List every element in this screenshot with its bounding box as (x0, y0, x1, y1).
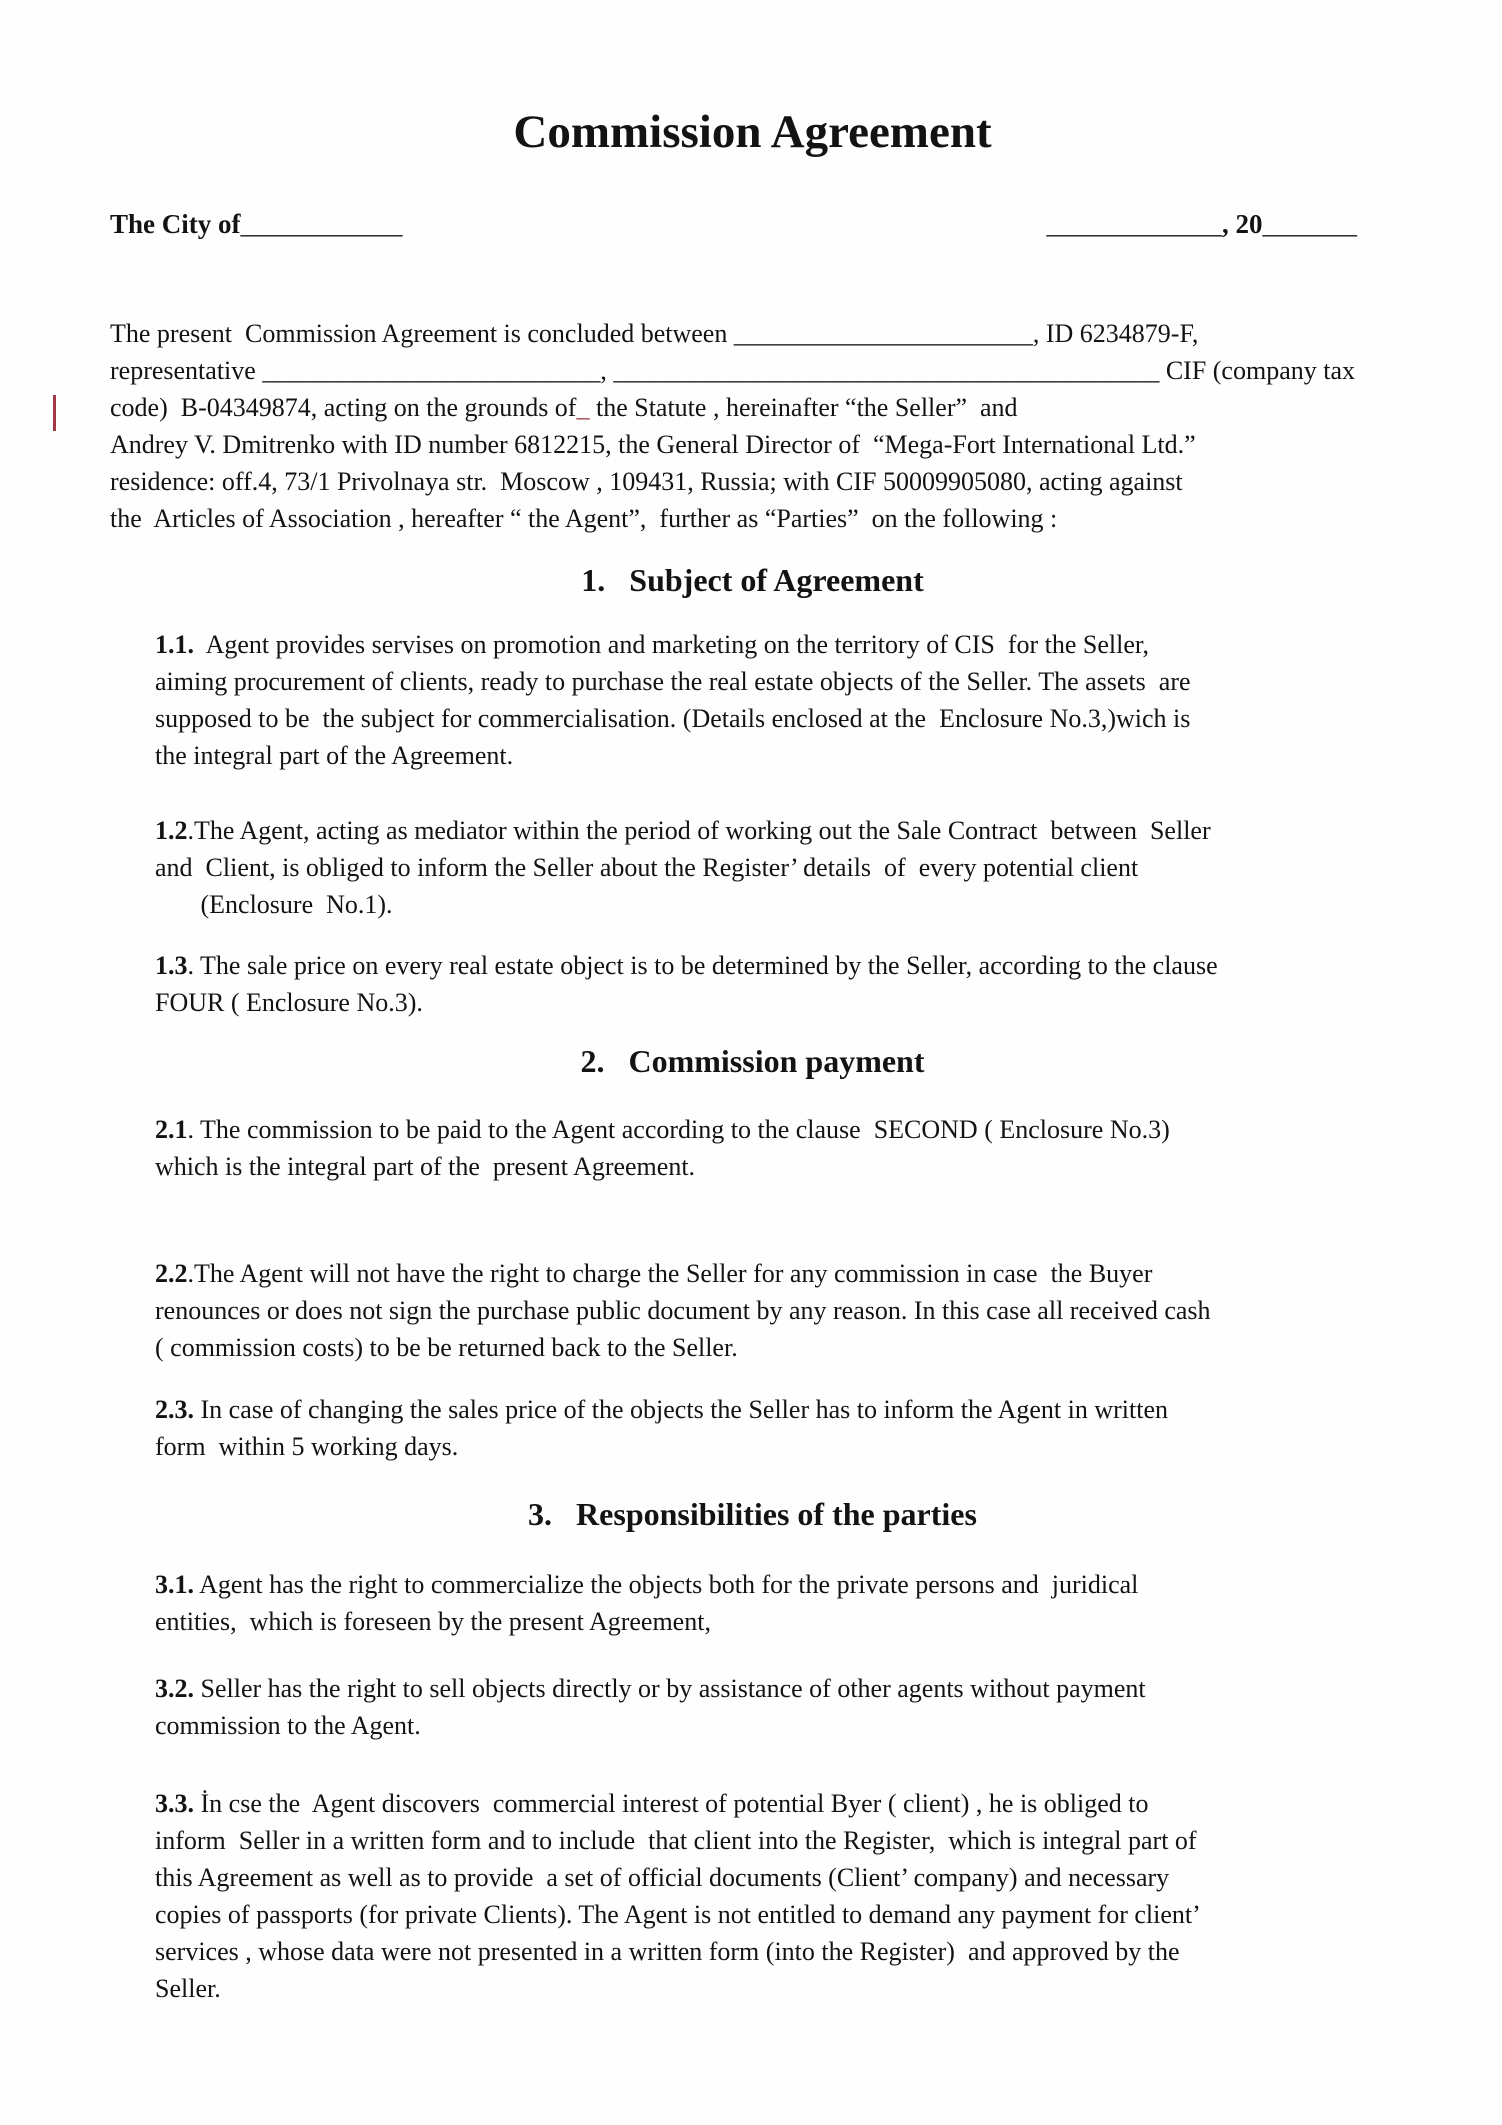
text-run: ( commission costs) to be be returned back to the Seller. (155, 1333, 738, 1362)
text-run: commission to the Agent. (155, 1711, 421, 1740)
section-3-heading (110, 1492, 1395, 1536)
text-line (155, 1970, 1395, 2007)
text-run: 3.1. (155, 1570, 194, 1599)
text-line (155, 1255, 1395, 1292)
clause-3-2 (155, 1670, 1395, 1744)
text-run: supposed to be the subject for commercialisation. (Details enclosed at the Enclosure No.3,)wich is (155, 704, 1191, 733)
clause-2-3 (155, 1391, 1395, 1465)
text-line (155, 1603, 1395, 1640)
text-run: __________________________ (262, 356, 601, 385)
text-run: 2.1 (155, 1115, 188, 1144)
text-line (110, 315, 1395, 352)
document-title: Commission Agreement (513, 106, 992, 158)
text-run: __________________________________________ (613, 356, 1160, 385)
text-line (155, 700, 1395, 737)
text-run: . The sale price on every real estate object is to be determined by the Seller, according to the clause (187, 951, 1218, 980)
text-run: CIF (company tax (1159, 356, 1355, 385)
text-run: residence: off.4, 73/1 Privolnaya str. Moscow , 109431, Russia; with CIF 50009905080, acting against (110, 467, 1183, 496)
text-line (110, 1492, 1395, 1536)
clause-1-2 (155, 812, 1395, 923)
clause-3-3 (155, 1785, 1395, 2007)
text-run: İn cse the Agent discovers commercial interest of potential Byer ( client) , he is obliged to (194, 1789, 1149, 1818)
text-line (155, 1707, 1395, 1744)
text-line (110, 352, 1395, 389)
clause-1-1 (155, 626, 1395, 774)
text-run: 1.1. (155, 630, 194, 659)
text-line (155, 812, 1395, 849)
text-run: entities, which is foreseen by the present Agreement, (155, 1607, 711, 1636)
clause-3-1 (155, 1566, 1395, 1640)
text-run: 3.2. (155, 1674, 194, 1703)
text-run: FOUR ( Enclosure No.3). (155, 988, 423, 1017)
text-line (155, 626, 1395, 663)
text-run: .The Agent will not have the right to charge the Seller for any commission in case the Buyer (187, 1259, 1153, 1288)
red-underscore-mark: _ (576, 393, 590, 422)
text-line (110, 463, 1395, 500)
text-line (155, 1428, 1395, 1465)
text-run: , 20 (1222, 209, 1263, 239)
clause-2-2 (155, 1255, 1395, 1366)
text-run: the integral part of the Agreement. (155, 741, 514, 770)
text-line (155, 886, 1395, 923)
text-run: Andrey V. Dmitrenko with ID number 6812215, the General Director of “Mega-Fort International Ltd.” (110, 430, 1196, 459)
text-run: Seller has the right to sell objects directly or by assistance of other agents without payment (194, 1674, 1146, 1703)
text-run: and Client, is obliged to inform the Seller about the Register’ details of every potential client (155, 853, 1139, 882)
text-run: which is the integral part of the present Agreement. (155, 1152, 696, 1181)
date-field (1047, 206, 1396, 243)
text-run: Agent has the right to commercialize the objects both for the private persons and juridical (194, 1570, 1139, 1599)
text-line (155, 1391, 1395, 1428)
text-line (110, 500, 1395, 537)
text-run: services , whose data were not presented in a written form (into the Register) and approved by the (155, 1937, 1180, 1966)
text-run: The City of (110, 209, 241, 239)
header-row (110, 206, 1395, 243)
text-run: 2.2 (155, 1259, 188, 1288)
text-run: In case of changing the sales price of the objects the Seller has to inform the Agent in written (194, 1395, 1168, 1424)
city-field (110, 206, 403, 243)
text-line (1047, 206, 1358, 243)
text-run: .The Agent, acting as mediator within the period of working out the Sale Contract between Seller (187, 816, 1211, 845)
clause-2-1 (155, 1111, 1395, 1185)
text-line (155, 1933, 1395, 1970)
text-line (155, 1148, 1395, 1185)
text-line (155, 1670, 1395, 1707)
text-line (155, 1111, 1395, 1148)
text-run: _______ (1262, 209, 1357, 239)
text-run: Agent provides servises on promotion and marketing on the territory of CIS for the Seller, (194, 630, 1149, 659)
text-line (155, 849, 1395, 886)
text-line (110, 558, 1395, 602)
text-run: The present Commission Agreement is concluded between (110, 319, 734, 348)
text-line (155, 1822, 1395, 1859)
revision-bar (53, 395, 56, 431)
text-run: the Articles of Association , hereafter “ the Agent”, further as “Parties” on the following : (110, 504, 1058, 533)
text-line (155, 1859, 1395, 1896)
text-run: ____________ (240, 209, 403, 239)
text-run: 1.3 (155, 951, 188, 980)
text-run: this Agreement as well as to provide a set of official documents (Client’ company) and necessary (155, 1863, 1170, 1892)
text-line (155, 984, 1395, 1021)
text-line (155, 1329, 1395, 1366)
text-run: 1. Subject of Agreement (581, 562, 924, 598)
text-run: aiming procurement of clients, ready to purchase the real estate objects of the Seller. The assets are (155, 667, 1191, 696)
text-line (110, 1039, 1395, 1083)
text-run: , ID 6234879-F, (1032, 319, 1199, 348)
text-run: 2.3. (155, 1395, 194, 1424)
section-2-heading (110, 1039, 1395, 1083)
text-run: copies of passports (for private Clients). The Agent is not entitled to demand any payment for client’ (155, 1900, 1201, 1929)
text-run: inform Seller in a written form and to include that client into the Register, which is integral part of (155, 1826, 1197, 1855)
document-content (110, 104, 1395, 2007)
text-line (155, 663, 1395, 700)
text-run: 3. Responsibilities of the parties (528, 1496, 977, 1532)
text-run: Seller. (155, 1974, 221, 2003)
text-run: _______________________ (733, 319, 1033, 348)
text-line (155, 737, 1395, 774)
text-run: form within 5 working days. (155, 1432, 459, 1461)
text-line (110, 426, 1395, 463)
text-run: the Statute , hereinafter “the Seller” and (589, 393, 1018, 422)
text-line (155, 1292, 1395, 1329)
text-run: code) B-04349874, acting on the grounds of (110, 393, 577, 422)
text-line (110, 389, 1395, 426)
intro-paragraph (110, 315, 1395, 537)
text-run: renounces or does not sign the purchase public document by any reason. In this case all received cash (155, 1296, 1211, 1325)
text-run: . The commission to be paid to the Agent according to the clause SECOND ( Enclosure No.3) (187, 1115, 1170, 1144)
section-1-heading (110, 558, 1395, 602)
text-line (155, 947, 1395, 984)
text-run: , (600, 356, 614, 385)
text-run: representative (110, 356, 263, 385)
text-run: 3.3. (155, 1789, 194, 1818)
text-line (155, 1566, 1395, 1603)
clause-1-3 (155, 947, 1395, 1021)
text-run: 2. Commission payment (580, 1043, 925, 1079)
text-run: _____________ (1046, 209, 1222, 239)
text-line (110, 206, 403, 243)
text-run: (Enclosure No.1). (155, 890, 393, 919)
text-run: 1.2 (155, 816, 188, 845)
text-line (155, 1896, 1395, 1933)
text-line (155, 1785, 1395, 1822)
